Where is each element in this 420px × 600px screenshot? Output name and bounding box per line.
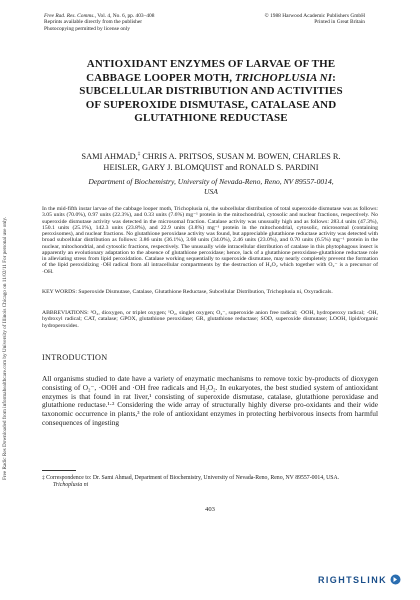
journal-header [44,13,154,32]
download-watermark: Free Radic Res Downloaded from informahealthcare.com by University of Illinois Chicago on 11/02/11 For personal use only. [2,217,8,480]
footnote-line-1: Correspondence to: Dr. Sami Ahmad, Department of Biochemistry, University of Nevada-Reno, Reno, NV 89557-0014, USA. [44,475,340,481]
title-colon: : [332,71,336,84]
journal-name: Free Rad. Res. Comms. [44,13,95,19]
journal-citation: , Vol. 4, No. 6, pp. 403–408 [94,13,155,19]
printed-line: Printed in Great Britain [314,19,365,26]
title-line-2-a: CABBAGE LOOPER MOTH, [86,71,235,84]
section-heading-introduction: INTRODUCTION [42,353,108,362]
publisher-header [265,13,365,26]
abstract: In the mid-fifth instar larvae of the cabbage looper moth, Trichoplusia ni, the subcellular distribution of total superoxide dismutase was as follows: 3.05 units (70.0%), 0.97 units (22.3%), and 0.33 units (7.6%) mg⁻¹ protein in the mitochondrial, cytosolic and nuclear fractions, respectively. No superoxide dismutase activity was detected in the microsomal fraction. Catalase activity was unusually high and as follows: 283.4 units (47.3%), 150.1 units (25.1%), 142.3 units (23.8%), and 22.9 units (3.8%) mg⁻¹ protein in the mitochondrial, cytosolic, microsomal (containing peroxisomes), and nuclear fractions. No glutathione peroxidase activity was found, but appreciable glutathione reductase activity was detected with broad subcellular distribution as follows: 3.86 units (36.1%), 3.68 units (34.0%), 2.46 units (23.0%), and 0.70 units (6.5%) mg⁻¹ protein in the nuclear, mitochondrial, and cytosolic fractions, respectively. The unusually wide intracellular distribution of catalase in this phytophagous insect is apparently an evolutionary adaptation to the absence of glutathione peroxidase; hence, lack of a glutathione peroxidase-glutathione reductase role in alleviating stress from lipid peroxidation. Catalase working sequentially to superoxide dismutase, may nearly completely prevent the formation of the lipid peroxidizing ·OH radical from all intracellular compartments by the destruction of H₂O₂ which together with O₂⁻ is a precursor of ·OH. [42,206,378,275]
affiliation-line-2: USA [204,187,218,196]
title-species: TRICHOPLUSIA NI [234,71,333,84]
title-line-1: ANTIOXIDANT ENZYMES OF LARVAE OF THE [86,58,336,70]
permission-note: Photocopying permitted by license only [44,25,130,32]
abbreviations-text: ³O₂, dioxygen, or triplet oxygen; ¹O₂, singlet oxygen; O₂⁻, superoxide anion free radical; ·OOH, hydroperoxy radical; ·OH, hydroxyl radical; CAT, catalase; GPOX, glutathione peroxidase; GR, glutathione reductase; SOD, superoxide dismutase; LOOH, lipid/organic hydroperoxides. [42,310,378,329]
author-rest: CHRIS A. PRITSOS, SUSAN M. BOWEN, CHARLES R. [140,151,341,161]
footnote-line-2: Trichoplusia ni [53,482,89,489]
copyright-line: © 1988 Harwood Academic Publishers GmbH [264,13,365,19]
rightslink-text: RIGHTSLINK [318,574,387,585]
page-number: 403 [205,506,215,513]
footnote [42,475,378,489]
rightslink-logo[interactable] [318,574,401,585]
affiliation [40,177,382,197]
footnote-rule [42,470,76,471]
title-line-3: SUBCELLULAR DISTRIBUTION AND ACTIVITIES [79,85,343,98]
keywords-label: KEY WORDS: [42,289,77,295]
keywords [42,289,378,295]
affiliation-line-1: Department of Biochemistry, University of Nevada-Reno, Reno, NV 89557-0014, [88,177,334,186]
author-line-1 [40,149,382,162]
author-footnote-mark: ‡ [137,152,141,157]
abbreviations-label: ABBREVIATIONS: [42,310,89,316]
reprints-note: Reprints available directly from the publisher [44,19,143,26]
footnote-mark: ‡ [42,475,45,481]
author-list [40,149,382,173]
author-line-2: HEISLER, GARY J. BLOMQUIST and RONALD S. PARDINI [103,162,319,172]
author-first: SAMI AHMAD, [81,151,138,161]
article-title [40,58,382,126]
rightslink-arrow-icon [390,574,401,585]
title-line-5: GLUTATHIONE REDUCTASE [134,112,288,125]
title-line-4: OF SUPEROXIDE DISMUTASE, CATALASE AND [85,98,337,111]
abbreviations [42,310,378,329]
keywords-text: Superoxide Dismutase, Catalase, Glutathione Reductase, Subcellular Distribution, Trichoplusia ni, Oxyradicals. [78,289,333,295]
title-line-2 [40,72,382,86]
introduction-paragraph: All organisms studied to date have a variety of enzymatic mechanisms to remove toxic by-products of dioxygen consisting of O₂⁻, ·OOH and ·OH free radicals and H₂O₂. In eukaryotes, the best studied system of antioxidant enzymes is that found in rat liver,¹ consisting of superoxide dismutase, catalase, glutathione peroxidase and glutathione reductase.¹·² Considering the wide array of structurally highly diverse pro-oxidants and their wide taxonomic occurrence in plants,³ the role of antioxidant enzymes in protecting herbivorous insects from harmful consequences of ingesting [42,374,378,427]
